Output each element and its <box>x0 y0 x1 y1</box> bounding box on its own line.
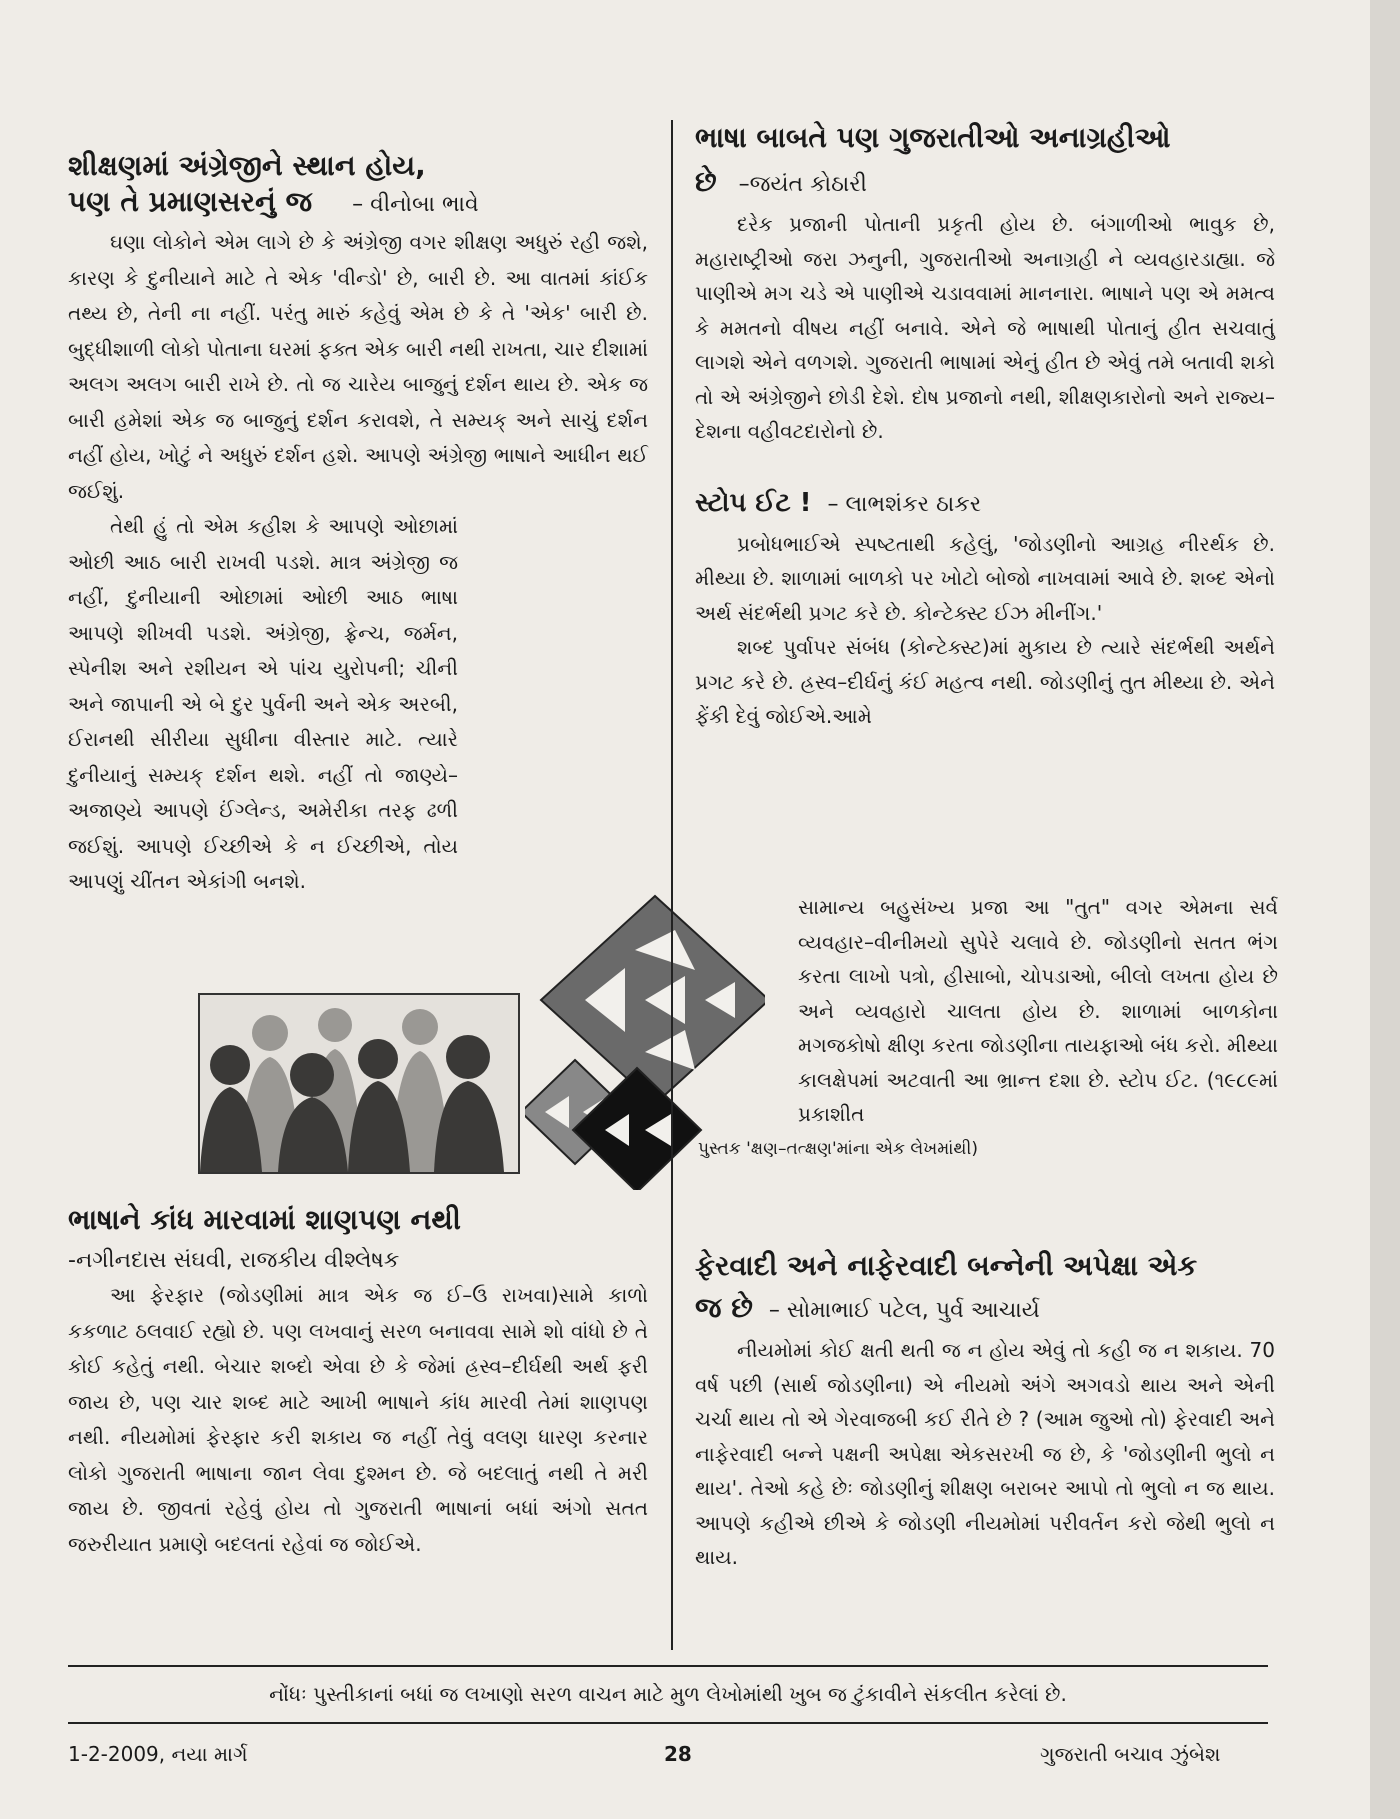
paragraph: આ ફેરફાર (જોડણીમાં માત્ર એક જ ઈ–ઉ રાખવા)સામે કાળો કકળાટ ઠલવાઈ રહ્યો છે. પણ લખવાનું સરળ બનાવવા સામે શો વાંધો છે તે કોઈ કહેતું નથી. બેચાર શબ્દો એવા છે કે જેમાં હ્રસ્વ–દીર્ઘથી અર્થ ફરી જાય છે, પણ ચાર શબ્દ માટે આખી ભાષાને કાંધ મારવી તેમાં શાણપણ નથી. નીયમોમાં ફેરફાર કરી શકાય જ નહીં તેવું વલણ ધારણ કરનાર લોકો ગુજરાતી ભાષાના જાન લેવા દુશ્મન છે. જે બદલાતું નથી તે મરી જાય છે. જીવતાં રહેવું હોય તો ગુજરાતી ભાષાનાં બધાં અંગો સતત જરુરીયાત પ્રમાણે બદલતાં રહેવાં જ જોઈએ. <box>68 1283 648 1556</box>
page-edge-shadow <box>1370 0 1400 1819</box>
article-title-line2: જ છે – સોમાભાઈ પટેલ, પુર્વ આચાર્ય <box>695 1291 1040 1324</box>
article-author: –જયંત કોઠારી <box>738 172 867 197</box>
paragraph: તેથી હું તો એમ કહીશ કે આપણે ઓછામાં ઓછી આઠ બારી રાખવી પડશે. માત્ર અંગ્રેજી જ નહીં, દુનીયાની ઓછામાં ઓછી આઠ ભાષા આપણે શીખવી પડશે. અંગ્રેજી, ફ્રેન્ચ, જર્મન, સ્પેનીશ અને રશીયન એ પાંચ યુરોપની; ચીની અને જાપાની એ બે દુર પુર્વની અને એક અરબી, ઈરાનથી સીરીયા સુધીના વીસ્તાર માટે. ત્યારે દુનીયાનું સમ્યક્ દર્શન થશે. નહીં તો જાણ્યે–અજાણ્યે આપણે ઈંગ્લેન્ડ, અમેરીકા તરફ ઢળી જઈશું. આપણે ઈચ્છીએ કે ન ઈચ્છીએ, તોય આપણું ચીંતન એકાંગી બનશે. <box>68 514 458 893</box>
people-silhouette-image <box>198 993 520 1174</box>
paragraph: પ્રબોધભાઈએ સ્પષ્ટતાથી કહેલું, 'જોડણીનો આગ્રહ નીરર્થક છે. મીથ્યા છે. શાળામાં બાળકો પર ખોટો બોજો નાખવામાં આવે છે. શબ્દ એનો અર્થ સંદર્ભથી પ્રગટ કરે છે. કોન્ટેક્સ્ટ ઈઝ મીનીંગ.' <box>695 531 1275 625</box>
left-column <box>68 148 648 930</box>
page-number: 28 <box>664 1742 692 1766</box>
paragraph: શબ્દ પુર્વાપર સંબંધ (કોન્ટેક્સ્ટ)માં મુકાય છે ત્યારે સંદર્ભથી અર્થને પ્રગટ કરે છે. હ્રસ્વ–દીર્ઘનું કંઈ મહત્વ નથી. જોડણીનું તુત મીથ્યા છે. એને ફેંકી દેવું જોઈએ.આમે <box>695 635 1275 728</box>
paragraph: દરેક પ્રજાની પોતાની પ્રકૃતી હોય છે. બંગાળીઓ ભાવુક છે, મહારાષ્ટ્રીઓ જરા ઝનુની, ગુજરાતીઓ અનાગ્રહી ને વ્યવહારડાહ્યા. જે પાણીએ મગ ચડે એ પાણીએ ચડાવવામાં માનનારા. ભાષાને પણ એ મમત્વ કે મમતનો વીષય નહીં બનાવે. એને જે ભાષાથી પોતાનું હીત સચવાતું લાગશે એને વળગશે. ગુજરાતી ભાષામાં એનું હીત છે એવું તમે બતાવી શકો તો એ અંગ્રેજીને છોડી દેશે. દોષ પ્રજાનો નથી, શીક્ષણકારોનો અને રાજ્ય–દેશના વહીવટદારોનો છે. <box>695 212 1275 443</box>
note-rule-top <box>68 1665 1268 1667</box>
article-title: ભાષા બાબતે પણ ગુજરાતીઓ અનાગ્રહીઓ <box>695 121 1171 154</box>
article-gujaratis-non-insistent <box>695 120 1275 449</box>
right-column <box>695 120 1275 734</box>
column-divider <box>671 120 673 1650</box>
article-stop-it-continued <box>698 890 1278 1166</box>
paragraph: નીયમોમાં કોઈ ક્ષતી થતી જ ન હોય એવું તો કહી જ ન શકાય. 70 વર્ષ પછી (સાર્થ જોડણીના) એ નીયમો અંગે અગવડો થાય અને એની ચર્ચા થાય તો એ ગેરવાજબી કઈ રીતે છે ? (આમ જુઓ તો) ફેરવાદી અને નાફેરવાદી બન્ને પક્ષની અપેક્ષા એકસરખી જ છે, કે 'જોડણીની ભુલો ન થાય'. તેઓ કહે છેઃ જોડણીનું શીક્ષણ બરાબર આપો તો ભુલો ન જ થાય. આપણે કહીએ છીએ કે જોડણી નીયમોમાં પરીવર્તન કરો જેથી ભુલો ન થાય. <box>695 1338 1275 1569</box>
footnote: નોંધઃ પુસ્તીકાનાં બધાં જ લખાણો સરળ વાચન માટે મુળ લેખોમાંથી ખુબ જ ટુંકાવીને સંકલીત કરેલાં છે. <box>269 1682 1067 1706</box>
article-title-line2: પણ તે પ્રમાણસરનું જ – વીનોબા ભાવે <box>68 185 479 218</box>
article-both-sides-expectation <box>695 1248 1275 1575</box>
paragraph: સામાન્ય બહુસંખ્ય પ્રજા આ "તુત" વગર એમના સર્વ વ્યવહાર–વીનીમયો સુપેરે ચલાવે છે. જોડણીનો સતત ભંગ કરતા લાખો પત્રો, હીસાબો, ચોપડાઓ, બીલો લખતા હોય છે અને વ્યવહારો ચાલતા હોય છે. શાળામાં બાળકોના મગજકોષો ક્ષીણ કરતા જોડણીના તાયફાઓ બંધ કરો. મીથ્યા કાલક્ષેપમાં અટવાતી આ ભ્રાન્ત દશા છે. સ્ટોપ ઈટ. (૧૯૮૯માં પ્રકાશીત <box>798 895 1278 1126</box>
article-english-window <box>68 148 648 900</box>
article-source: પુસ્તક 'ક્ષણ–તત્ક્ષણ'માંના એક લેખમાંથી) <box>698 1138 978 1159</box>
footer-campaign: ગુજરાતી બચાવ ઝુંબેશ <box>1040 1742 1221 1766</box>
article-title-line: સ્ટોપ ઈટ ! – લાભશંકર ઠાકર <box>695 487 982 518</box>
note-rule-bottom <box>68 1722 1268 1724</box>
article-author: – સોમાભાઈ પટેલ, પુર્વ આચાર્ય <box>768 1298 1040 1323</box>
article-title: ફેરવાદી અને નાફેરવાદી બન્નેની અપેક્ષા એક <box>695 1249 1198 1282</box>
footer-date-publication: 1-2-2009, નયા માર્ગ <box>68 1742 248 1766</box>
paragraph: ઘણા લોકોને એમ લાગે છે કે અંગ્રેજી વગર શીક્ષણ અધુરું રહી જશે, કારણ કે દુનીયાને માટે તે એક 'વીન્ડો' છે, બારી છે. આ વાતમાં કાંઈક તથ્ય છે, તેની ના નહીં. પરંતુ મારું કહેવું એમ છે કે તે 'એક' બારી છે. બુદ્ધીશાળી લોકો પોતાના ઘરમાં ફક્ત એક બારી નથી રાખતા, ચાર દીશામાં અલગ અલગ બારી રાખે છે. તો જ ચારેય બાજુનું દર્શન થાય છે. એક જ બારી હમેશાં એક જ બાજુનું દર્શન કરાવશે, તે સમ્યક્ અને સાચું દર્શન નહીં હોય, ખોટું ને અધુરું દર્શન હશે. આપણે અંગ્રેજી ભાષાને આધીન થઈ જઈશું. <box>68 230 648 503</box>
article-title-line2: છે –જયંત કોઠારી <box>695 165 867 198</box>
article-author: – લાભશંકર ઠાકર <box>827 491 982 517</box>
article-author: – વીનોબા ભાવે <box>352 192 479 217</box>
article-language-wisdom <box>68 1202 648 1562</box>
article-title: શીક્ષણમાં અંગ્રેજીને સ્થાન હોય, <box>68 149 426 182</box>
article-author: -નગીનદાસ સંઘવી, રાજકીય વીશ્લેષક <box>68 1248 400 1273</box>
article-title: ભાષાને કાંધ મારવામાં શાણપણ નથી <box>68 1203 461 1236</box>
article-stop-it <box>695 485 1275 734</box>
